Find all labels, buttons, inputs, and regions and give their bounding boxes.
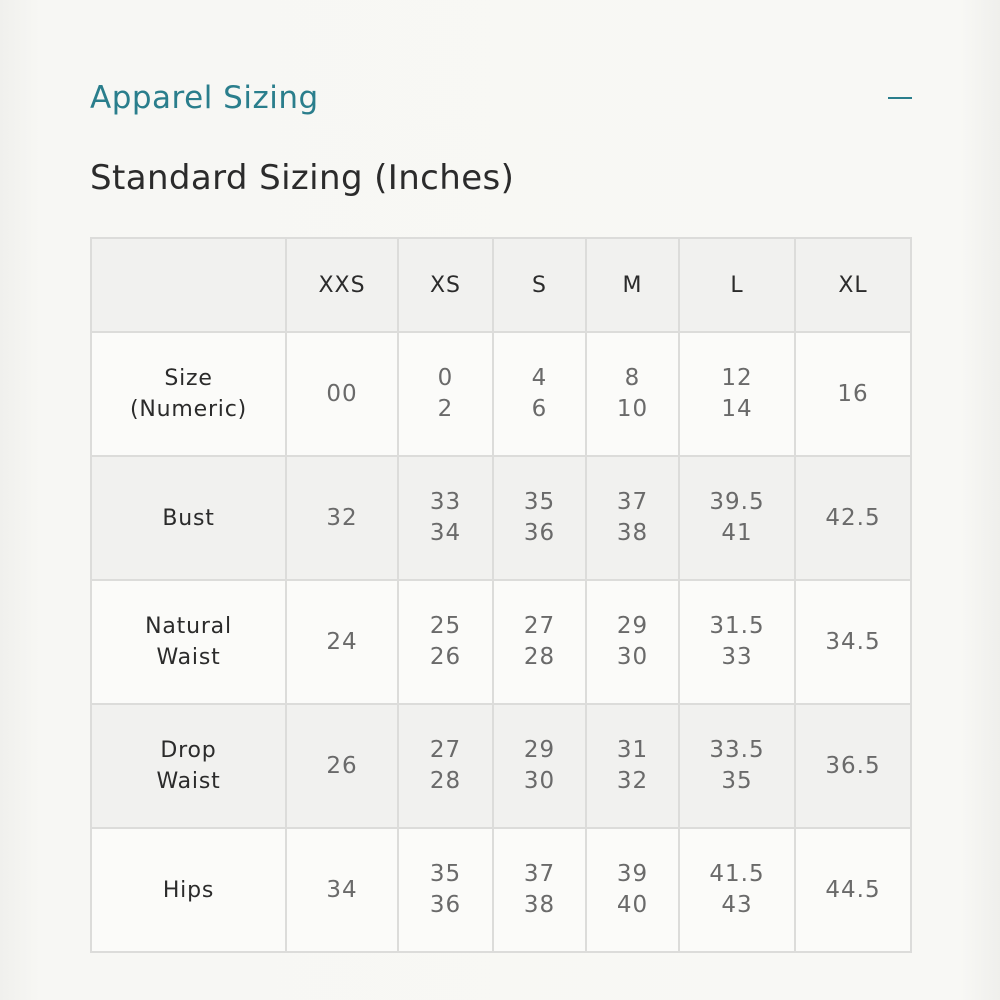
section-title: Apparel Sizing [90, 80, 319, 116]
table-cell [493, 456, 586, 580]
size-chart-table [90, 237, 912, 953]
row-label-line: (Numeric) [130, 397, 247, 422]
cell-value: 33 [721, 644, 753, 670]
collapse-button[interactable] [880, 78, 920, 118]
column-header-m: M [586, 238, 679, 332]
cell-value: 00 [326, 380, 358, 407]
cell-value: 29 [616, 613, 649, 639]
table-cell [398, 456, 493, 580]
cell-value: 26 [429, 644, 462, 670]
table-row-drop-waist [91, 704, 911, 828]
minus-icon [888, 97, 912, 99]
cell-value: 28 [429, 768, 462, 794]
table-cell [586, 828, 679, 952]
cell-value: 24 [326, 628, 358, 655]
cell-value: 30 [616, 644, 649, 670]
cell-value: 37 [616, 489, 649, 515]
cell-value: 39.5 [709, 489, 765, 515]
cell-value: 43 [721, 892, 753, 918]
row-label-line: Hips [162, 877, 215, 903]
table-cell [398, 828, 493, 952]
table-title: Standard Sizing (Inches) [90, 158, 515, 198]
row-label [91, 828, 286, 952]
cell-value: 25 [429, 613, 462, 639]
cell-value: 31 [616, 737, 649, 763]
cell-value: 38 [616, 520, 649, 546]
table-cell [586, 332, 679, 456]
table-cell [398, 332, 493, 456]
table-cell [795, 332, 911, 456]
cell-value: 8 [624, 365, 641, 391]
cell-value: 42.5 [825, 504, 881, 531]
cell-value: 26 [326, 752, 358, 779]
table-cell [679, 580, 795, 704]
cell-value: 41 [721, 520, 753, 546]
cell-value: 34 [326, 876, 358, 903]
column-header-s: S [493, 238, 586, 332]
cell-value: 27 [523, 613, 556, 639]
table-cell [286, 580, 398, 704]
cell-value: 0 [437, 365, 454, 391]
table-cell [679, 828, 795, 952]
row-label-line: Waist [156, 769, 221, 794]
cell-value: 37 [523, 861, 556, 887]
cell-value: 41.5 [709, 861, 765, 887]
cell-value: 32 [616, 768, 649, 794]
table-cell [586, 704, 679, 828]
header-row [91, 238, 911, 332]
row-label [91, 704, 286, 828]
cell-value: 4 [531, 365, 548, 391]
table-cell [795, 704, 911, 828]
cell-value: 12 [721, 365, 753, 391]
table-cell [795, 456, 911, 580]
cell-value: 33.5 [709, 737, 765, 763]
table-row-natural-waist [91, 580, 911, 704]
cell-value: 33 [429, 489, 462, 515]
table-cell [398, 580, 493, 704]
cell-value: 35 [721, 768, 753, 794]
table-cell [286, 704, 398, 828]
cell-value: 35 [523, 489, 556, 515]
cell-value: 2 [437, 396, 454, 422]
cell-value: 44.5 [825, 876, 881, 903]
row-label-line: Natural [145, 614, 232, 639]
cell-value: 36.5 [825, 752, 881, 779]
cell-value: 6 [531, 396, 548, 422]
cell-value: 14 [721, 396, 753, 422]
column-header-xs: XS [398, 238, 493, 332]
column-header-xxs: XXS [286, 238, 398, 332]
cell-value: 31.5 [709, 613, 765, 639]
table-cell [398, 704, 493, 828]
corner-cell [91, 238, 286, 332]
row-label-line: Size [164, 366, 213, 391]
column-header-l: L [679, 238, 795, 332]
table-row-hips [91, 828, 911, 952]
cell-value: 36 [429, 892, 462, 918]
row-label [91, 580, 286, 704]
table-cell [493, 580, 586, 704]
cell-value: 35 [429, 861, 462, 887]
table-cell [286, 332, 398, 456]
cell-value: 30 [523, 768, 556, 794]
cell-value: 28 [523, 644, 556, 670]
row-label [91, 456, 286, 580]
table-cell [679, 332, 795, 456]
table-cell [586, 456, 679, 580]
cell-value: 34 [429, 520, 462, 546]
table-cell [493, 332, 586, 456]
cell-value: 10 [616, 396, 649, 422]
table-cell [586, 580, 679, 704]
row-label-line: Waist [156, 645, 221, 670]
cell-value: 32 [326, 504, 358, 531]
cell-value: 16 [837, 380, 869, 407]
accordion-header[interactable] [90, 76, 912, 120]
row-label-line: Drop [160, 738, 217, 763]
table-cell [493, 828, 586, 952]
table-row-bust [91, 456, 911, 580]
table-cell [679, 456, 795, 580]
cell-value: 34.5 [825, 628, 881, 655]
table-cell [493, 704, 586, 828]
cell-value: 36 [523, 520, 556, 546]
row-label-line: Bust [162, 505, 215, 531]
table-cell [286, 456, 398, 580]
table-row-size-numeric [91, 332, 911, 456]
cell-value: 29 [523, 737, 556, 763]
cell-value: 40 [616, 892, 649, 918]
table-cell [286, 828, 398, 952]
cell-value: 39 [616, 861, 649, 887]
table-cell [795, 580, 911, 704]
table-cell [795, 828, 911, 952]
column-header-xl: XL [795, 238, 911, 332]
table-cell [679, 704, 795, 828]
row-label [91, 332, 286, 456]
cell-value: 38 [523, 892, 556, 918]
cell-value: 27 [429, 737, 462, 763]
